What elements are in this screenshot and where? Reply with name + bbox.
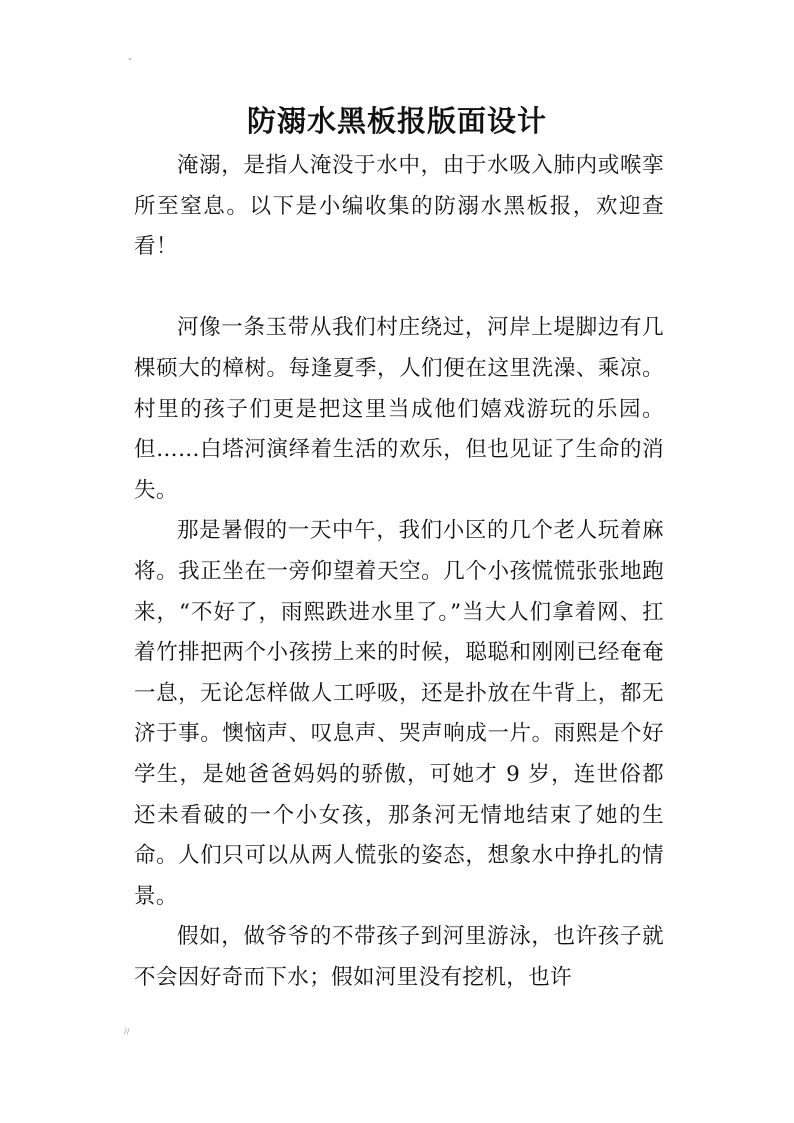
corner-mark-top: ": [128, 57, 132, 66]
article-body: [134, 146, 664, 998]
paragraph-reflection: 假如，做爷爷的不带孩子到河里游泳，也许孩子就不会因好奇而下水；假如河里没有挖机，也许: [134, 924, 664, 990]
paragraph-intro: 淹溺，是指人淹没于水中，由于水吸入肺内或喉挛所至窒息。以下是小编收集的防溺水黑板报，欢迎查看！: [134, 153, 664, 260]
paragraph-incident: 那是暑假的一天中午，我们小区的几个老人玩着麻将。我正坐在一旁仰望着天空。几个小孩慌慌张张地跑来，“不好了，雨熙跌进水里了。”当大人们拿着网、扛着竹排把两个小孩捞上来的时候，聪聪和刚刚已经奄奄一息，无论怎样做人工呼吸，还是扑放在牛背上，都无济于事。懊恼声、叹息声、哭声响成一片。雨熙是个好学生，是她爸爸妈妈的骄傲，可她才 9 岁，连世俗都还未看破的一个小女孩，那条河无情地结束了她的生命。人们只可以从两人慌张的姿态，想象水中挣扎的情景。: [134, 518, 664, 909]
corner-mark-bottom: //: [124, 1027, 130, 1036]
page-title: 防溺水黑板报版面设计: [246, 104, 547, 138]
paragraph-river: 河像一条玉带从我们村庄绕过，河岸上堤脚边有几棵硕大的樟树。每逢夏季，人们便在这里洗澡、乘凉。村里的孩子们更是把这里当成他们嬉戏游玩的乐园。但……白塔河演绎着生活的欢乐，但也见证了生命的消失。: [134, 315, 664, 503]
